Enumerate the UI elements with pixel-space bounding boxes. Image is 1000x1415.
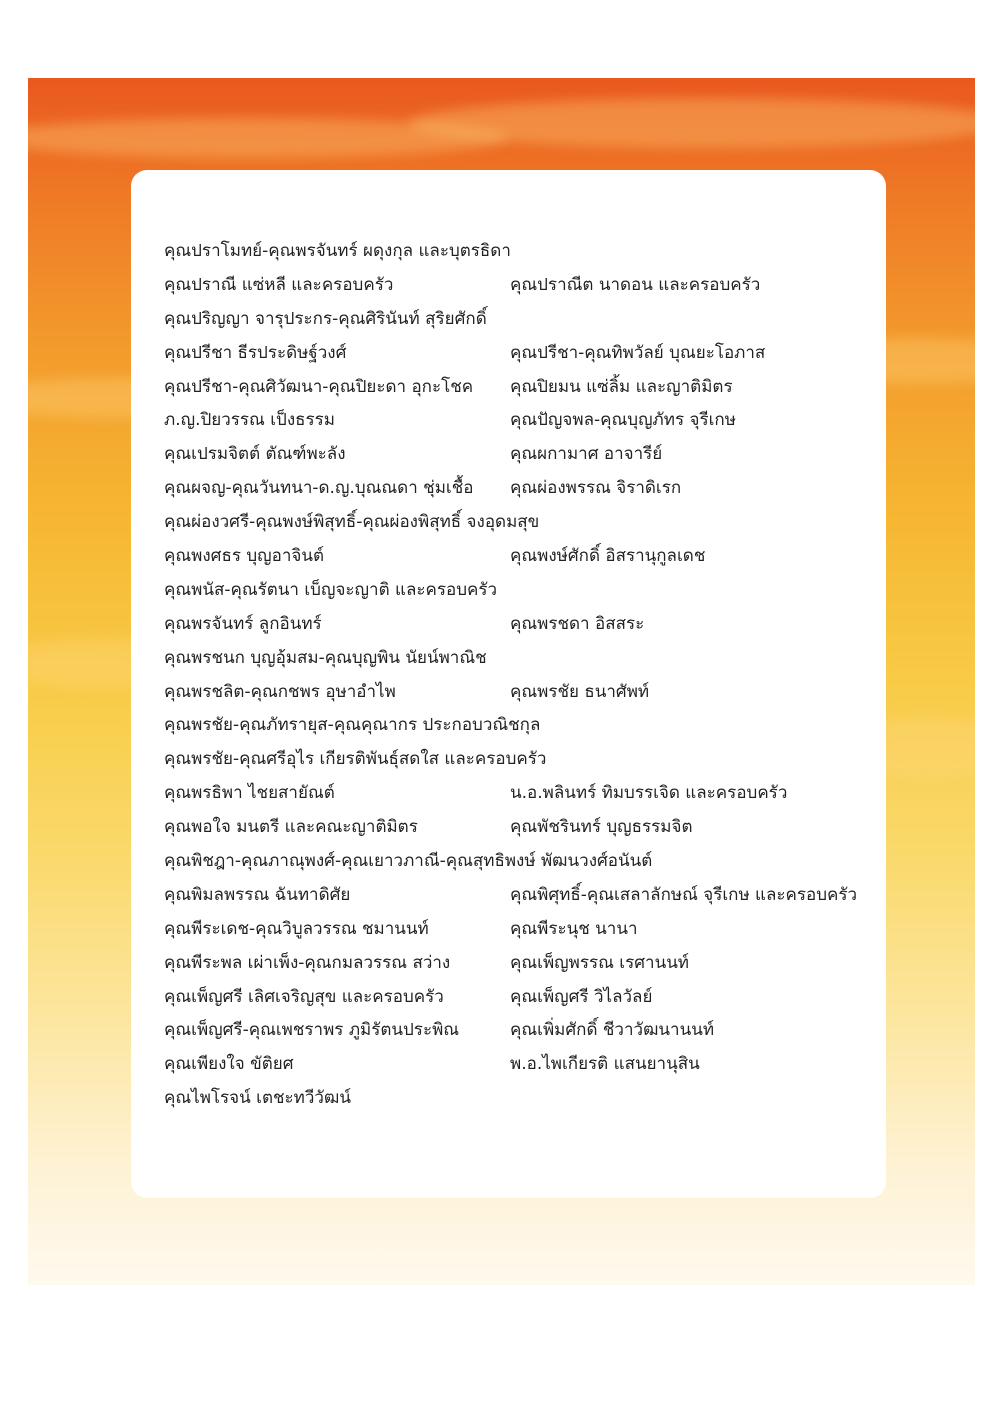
name-entry-left: คุณพิมลพรรณ ฉันทาดิศัย <box>164 884 351 905</box>
name-entry-left: คุณเปรมจิตต์ ตัณฑ์พะลัง <box>164 444 346 465</box>
name-entry-left: คุณไพโรจน์ เตชะทวีวัฒน์ <box>164 1088 351 1109</box>
name-entry-left: คุณผจญ-คุณวันทนา-ด.ญ.บุณณดา ชุ่มเชื้อ <box>164 478 474 499</box>
name-entry-left: คุณพรจันทร์ ลูกอินทร์ <box>164 613 322 634</box>
name-entry-left: คุณพรชัย-คุณศรีอุไร เกียรติพันธุ์สดใส และครอบครัว <box>164 749 547 770</box>
name-entry-right: คุณพิศุทธิ์-คุณเสลาลักษณ์ จุรีเกษ และครอบครัว <box>510 884 858 905</box>
name-row <box>164 880 864 914</box>
name-entry-left: คุณพอใจ มนตรี และคณะญาติมิตร <box>164 817 418 838</box>
name-row <box>164 507 864 541</box>
name-entry-right: คุณพัชรินทร์ บุญธรรมจิต <box>510 817 693 838</box>
name-entry-left: คุณเพ็ญศรี เลิศเจริญสุข และครอบครัว <box>164 986 444 1007</box>
name-row <box>164 812 864 846</box>
name-entry-right: คุณพรชัย ธนาศัพท์ <box>510 681 650 702</box>
name-row <box>164 1015 864 1049</box>
name-row <box>164 439 864 473</box>
name-entry-left: คุณพรธิพา ไชยสายัณต์ <box>164 783 335 804</box>
name-row <box>164 643 864 677</box>
name-row <box>164 473 864 507</box>
name-entry-right: คุณปัญจพล-คุณบุญภัทร จุรีเกษ <box>510 410 736 431</box>
name-row <box>164 270 864 304</box>
name-row <box>164 778 864 812</box>
name-entry-right: คุณปิยมน แซ่ลิ้ม และญาติมิตร <box>510 376 733 397</box>
name-entry-left: คุณผ่องวศรี-คุณพงษ์พิสุทธิ์-คุณผ่องพิสุทธิ์ จงอุดมสุข <box>164 512 540 533</box>
name-entry-right: น.อ.พลินทร์ ทิมบรรเจิด และครอบครัว <box>510 783 788 804</box>
name-entry-left: คุณปรีชา-คุณศิวัฒนา-คุณปิยะดา อุกะโชค <box>164 376 474 397</box>
name-entry-left: คุณพีระพล เผ่าเพ็ง-คุณกมลวรรณ สว่าง <box>164 952 451 973</box>
name-row <box>164 575 864 609</box>
name-row <box>164 541 864 575</box>
name-entry-left: ภ.ญ.ปิยวรรณ เป็งธรรม <box>164 410 335 431</box>
name-row <box>164 846 864 880</box>
name-entry-right: คุณพรชดา อิสสระ <box>510 613 645 634</box>
name-entry-left: คุณพงศธร บุญอาจินต์ <box>164 546 325 567</box>
name-entry-right: คุณผกามาศ อาจารีย์ <box>510 444 663 465</box>
name-entry-left: คุณปรีชา ธีรประดิษฐ์วงศ์ <box>164 342 347 363</box>
name-row <box>164 372 864 406</box>
name-entry-right: คุณพงษ์ศักดิ์ อิสรานุกูลเดช <box>510 546 706 567</box>
name-row <box>164 744 864 778</box>
name-row <box>164 304 864 338</box>
name-entry-right: พ.อ.ไพเกียรติ แสนยานุสิน <box>510 1054 700 1075</box>
name-entry-right: คุณเพ็ญพรรณ เรศานนท์ <box>510 952 690 973</box>
name-entry-left: คุณปราณี แซ่หลี และครอบครัว <box>164 274 394 295</box>
name-entry-right: คุณพีระนุช นานา <box>510 918 638 939</box>
name-entry-left: คุณเพ็ญศรี-คุณเพชราพร ภูมิรัตนประพิณ <box>164 1020 460 1041</box>
name-entry-right: คุณปราณีต นาดอน และครอบครัว <box>510 274 761 295</box>
name-row <box>164 914 864 948</box>
name-entry-left: คุณพีระเดช-คุณวิบูลวรรณ ชมานนท์ <box>164 918 429 939</box>
name-entry-left: คุณเพียงใจ ขัติยศ <box>164 1054 294 1075</box>
name-list-card <box>131 170 886 1198</box>
name-entry-left: คุณพิชฎา-คุณภาณุพงศ์-คุณเยาวภาณี-คุณสุทธิพงษ์ พัฒนวงศ์อนันต์ <box>164 851 653 872</box>
name-row <box>164 405 864 439</box>
name-row <box>164 982 864 1016</box>
name-row <box>164 1049 864 1083</box>
name-row <box>164 236 864 270</box>
name-row <box>164 1083 864 1117</box>
donor-name-list <box>164 236 864 1117</box>
name-entry-right: คุณผ่องพรรณ จิราดิเรก <box>510 478 682 499</box>
name-row <box>164 338 864 372</box>
name-row <box>164 948 864 982</box>
name-entry-left: คุณปราโมทย์-คุณพรจันทร์ ผดุงกุล และบุตรธิดา <box>164 241 511 261</box>
name-entry-right: คุณปรีชา-คุณทิพวัลย์ บุณยะโอภาส <box>510 342 766 363</box>
name-entry-right: คุณเพิ่มศักดิ์ ชีวาวัฒนานนท์ <box>510 1020 715 1041</box>
name-entry-right: คุณเพ็ญศรี วิไลวัลย์ <box>510 986 653 1007</box>
name-entry-left: คุณพรชลิต-คุณกชพร อุษาอำไพ <box>164 681 396 702</box>
cloud-streak <box>408 98 975 148</box>
name-row <box>164 710 864 744</box>
name-entry-left: คุณพรชัย-คุณภัทรายุส-คุณคุณากร ประกอบวณิชกุล <box>164 715 541 736</box>
name-entry-left: คุณพรชนก บุญอุ้มสม-คุณบุญพิน นัยน์พาณิช <box>164 647 487 668</box>
name-row <box>164 677 864 711</box>
name-row <box>164 609 864 643</box>
name-entry-left: คุณพนัส-คุณรัตนา เบ็ญจะญาติ และครอบครัว <box>164 579 498 600</box>
name-entry-left: คุณปริญญา จารุประกร-คุณศิรินันท์ สุริยศักดิ์ <box>164 308 487 329</box>
